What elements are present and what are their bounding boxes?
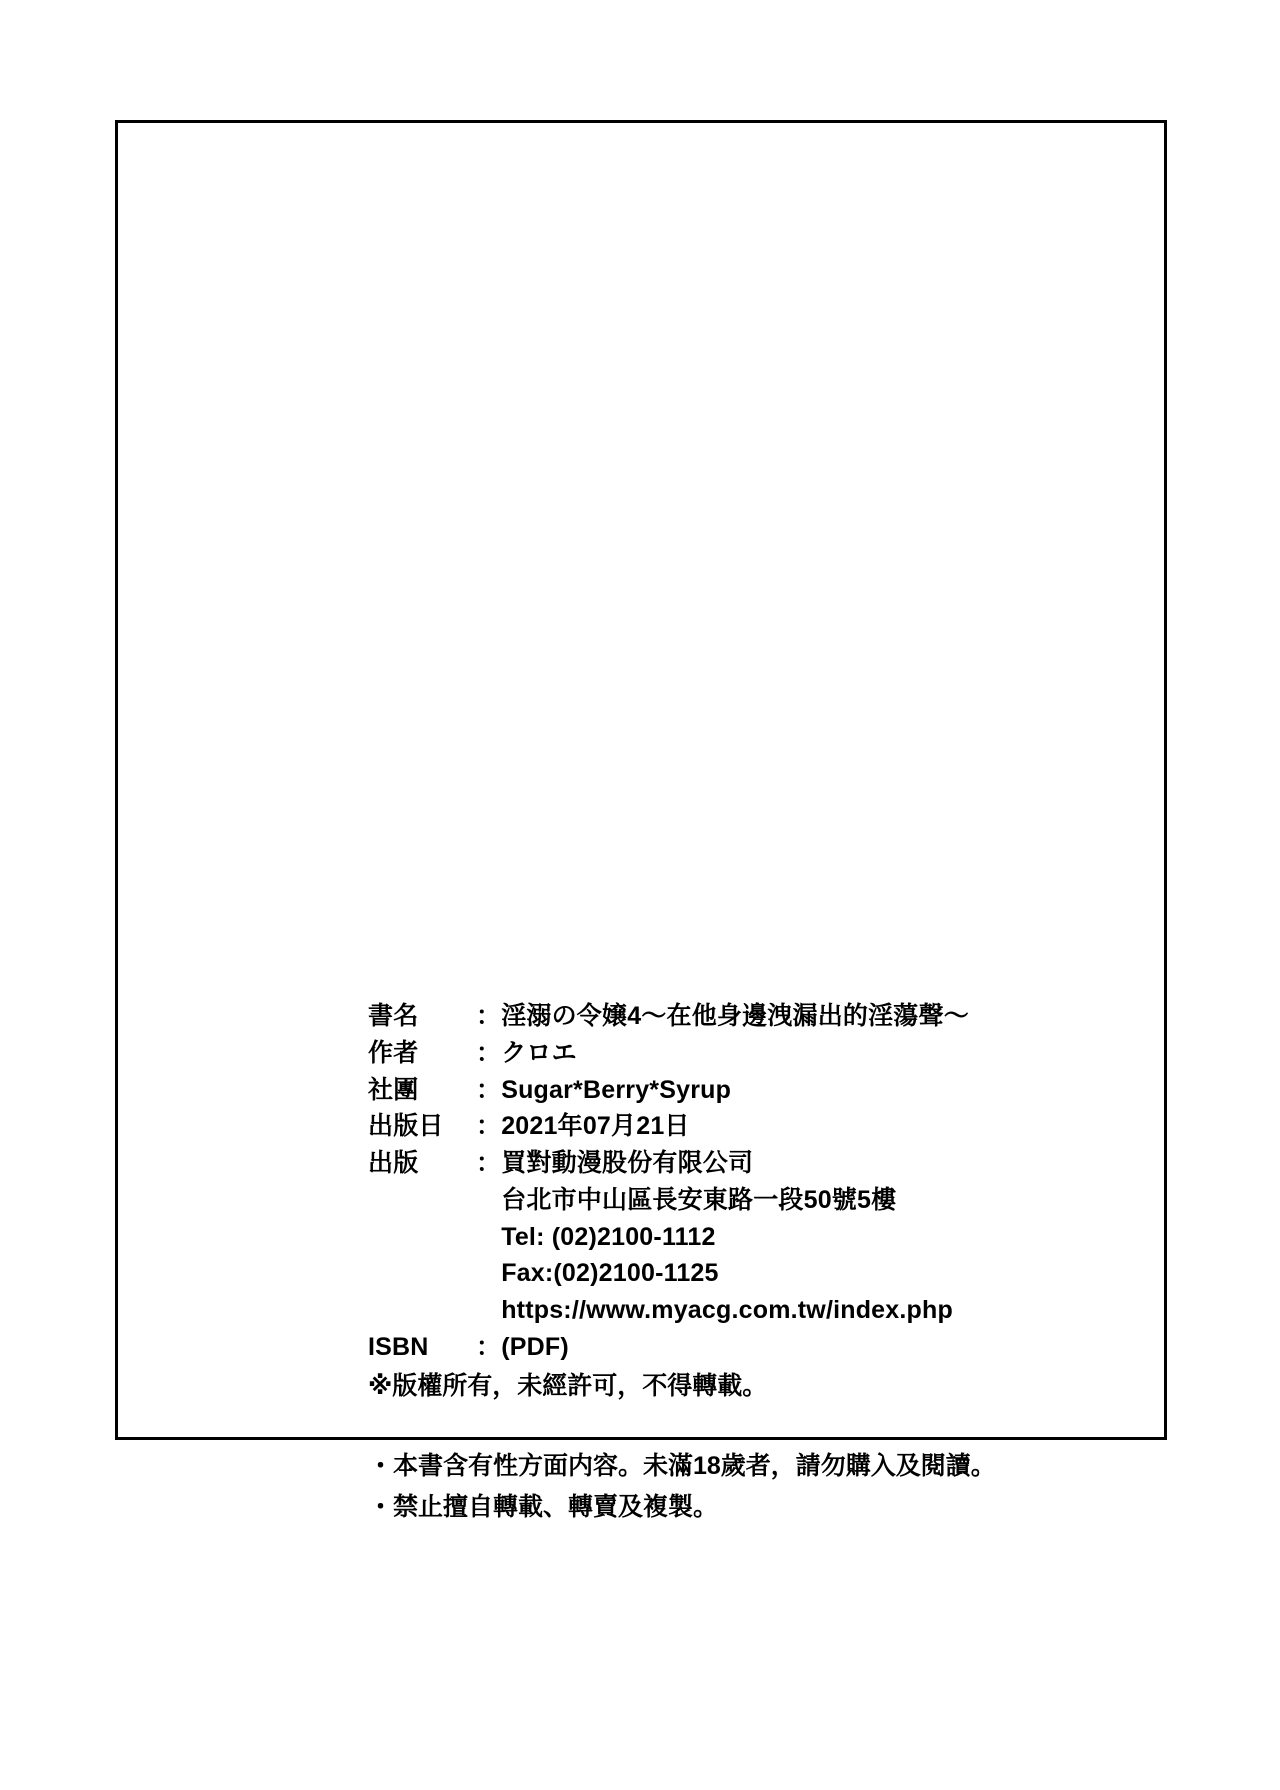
table-row [368,1035,969,1072]
table-row [368,1329,969,1366]
row-label-author: 作者 [368,1038,419,1067]
reader-notes [368,1446,1188,1527]
table-row [368,998,969,1035]
row-label-pubdate: 出版日 [368,1112,444,1141]
colophon-frame [115,120,1167,1521]
row-value-title: 淫溺の令嬢4～在他身邊洩漏出的淫蕩聲～ [501,1002,969,1030]
row-label-isbn: ISBN [368,1332,429,1361]
colophon-table [368,998,969,1366]
row-label-circle: 社團 [368,1075,419,1104]
row-value-pubdate: 2021年07月21日 [501,1112,690,1141]
row-colon: ： [476,1332,502,1361]
publisher-fax: Fax:(02)2100-1125 [501,1259,719,1288]
row-colon: ： [476,1112,502,1141]
publisher-tel: Tel: (02)2100-1112 [501,1222,716,1251]
copyright-notice: ※版權所有，未經許可，不得轉載。 [368,1371,768,1400]
row-value-isbn: (PDF) [501,1332,569,1361]
table-row [368,1072,969,1109]
row-value-author: クロエ [501,1038,577,1067]
row-label-publisher: 出版 [368,1149,419,1177]
table-row [368,1108,969,1145]
row-value-circle: Sugar*Berry*Syrup [501,1075,732,1104]
colophon-info-block [368,998,1188,1527]
row-colon: ： [476,1038,502,1067]
note-age-restriction: ・本書含有性方面内容。未滿18歲者，請勿購入及閱讀。 [368,1452,996,1481]
publisher-name: 買對動漫股份有限公司 [501,1149,754,1177]
publisher-address: 台北市中山區長安東路一段50號5樓 [501,1185,897,1214]
row-value-publisher [501,1145,969,1329]
row-colon: ： [476,1002,502,1030]
row-colon: ： [476,1075,502,1104]
row-label-title: 書名 [368,1002,419,1030]
note-reproduction-ban: ・禁止擅自轉載、轉賣及複製。 [368,1492,719,1521]
publisher-website[interactable]: https://www.myacg.com.tw/index.php [501,1296,953,1324]
row-colon: ： [476,1149,502,1177]
table-row [368,1145,969,1329]
